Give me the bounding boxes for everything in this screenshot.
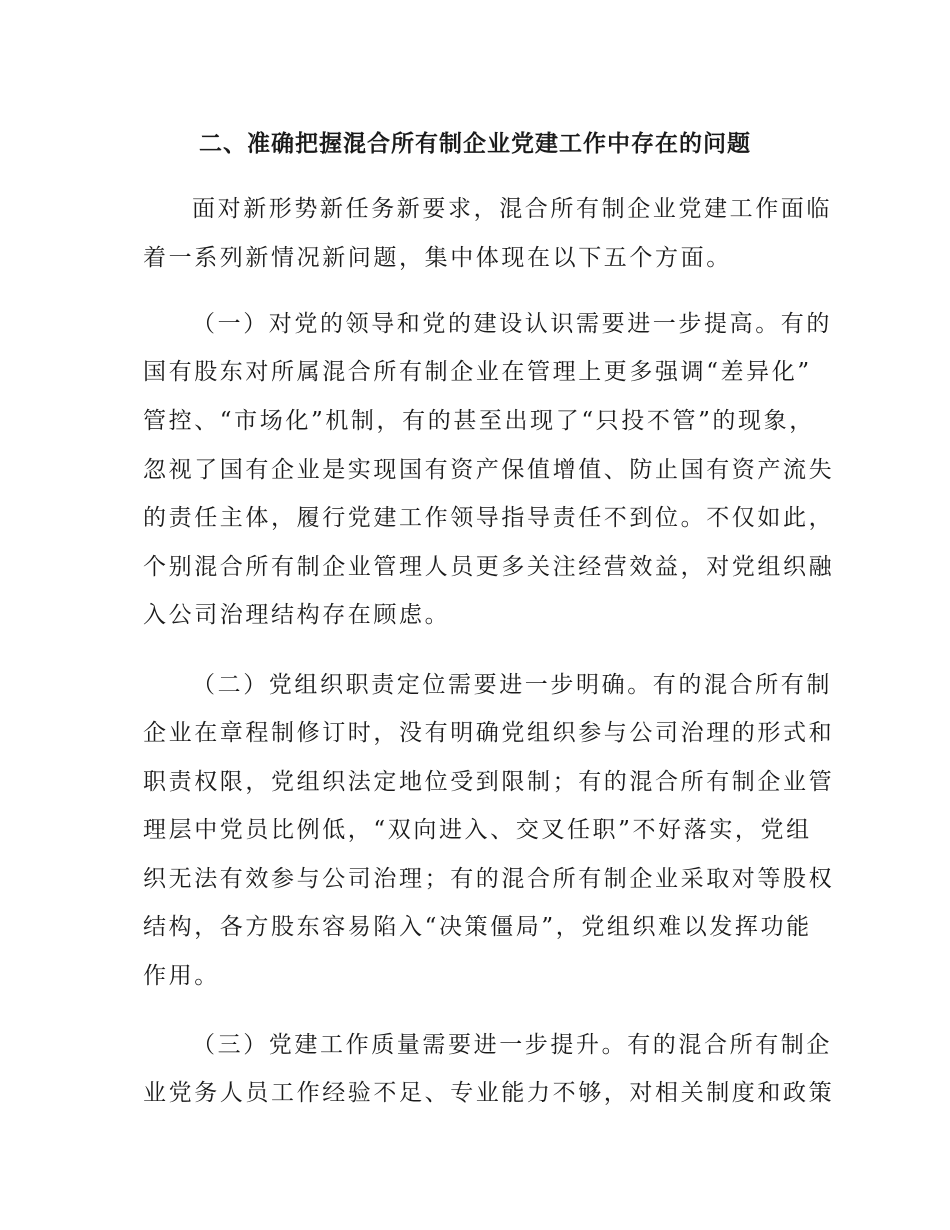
section1-line-7: 入公司治理结构存在顾虑。 — [143, 602, 451, 628]
section2-line-7: 作用。 — [143, 963, 220, 989]
section2-line-1: （二）党组织职责定位需要进一步明确。有的混合所有制 — [192, 672, 832, 698]
section3-line-1: （三）党建工作质量需要进一步提升。有的混合所有制企 — [192, 1032, 832, 1058]
section1-line-5: 的责任主体，履行党建工作领导指导责任不到位。不仅如此， — [143, 505, 835, 531]
intro-line-2: 着一系列新情况新问题，集中体现在以下五个方面。 — [143, 245, 732, 271]
section2-line-2: 企业在章程制修订时，没有明确党组织参与公司治理的形式和 — [143, 720, 835, 746]
section-heading: 二、准确把握混合所有制企业党建工作中存在的问题 — [199, 131, 751, 157]
section1-line-1: （一）对党的领导和党的建设认识需要进一步提高。有的 — [192, 311, 832, 337]
section2-line-4: 理层中党员比例低，“双向进入、交叉任职”不好落实，党组 — [143, 817, 812, 843]
intro-line-1: 面对新形势新任务新要求，混合所有制企业党建工作面临 — [192, 196, 832, 222]
section3-line-2: 业党务人员工作经验不足、专业能力不够，对相关制度和政策 — [143, 1080, 835, 1106]
section1-line-6: 个别混合所有制企业管理人员更多关注经营效益，对党组织融 — [143, 554, 835, 580]
section2-line-5: 织无法有效参与公司治理；有的混合所有制企业采取对等股权 — [143, 866, 835, 892]
section1-line-2: 国有股东对所属混合所有制企业在管理上更多强调“差异化” — [143, 359, 812, 385]
section1-line-4: 忽视了国有企业是实现国有资产保值增值、防止国有资产流失 — [143, 457, 835, 483]
section2-line-3: 职责权限，党组织法定地位受到限制；有的混合所有制企业管 — [143, 769, 835, 795]
section2-line-6: 结构，各方股东容易陷入“决策僵局”，党组织难以发挥功能 — [143, 914, 812, 940]
section1-line-3: 管控、“市场化”机制，有的甚至出现了“只投不管”的现象， — [143, 408, 815, 434]
